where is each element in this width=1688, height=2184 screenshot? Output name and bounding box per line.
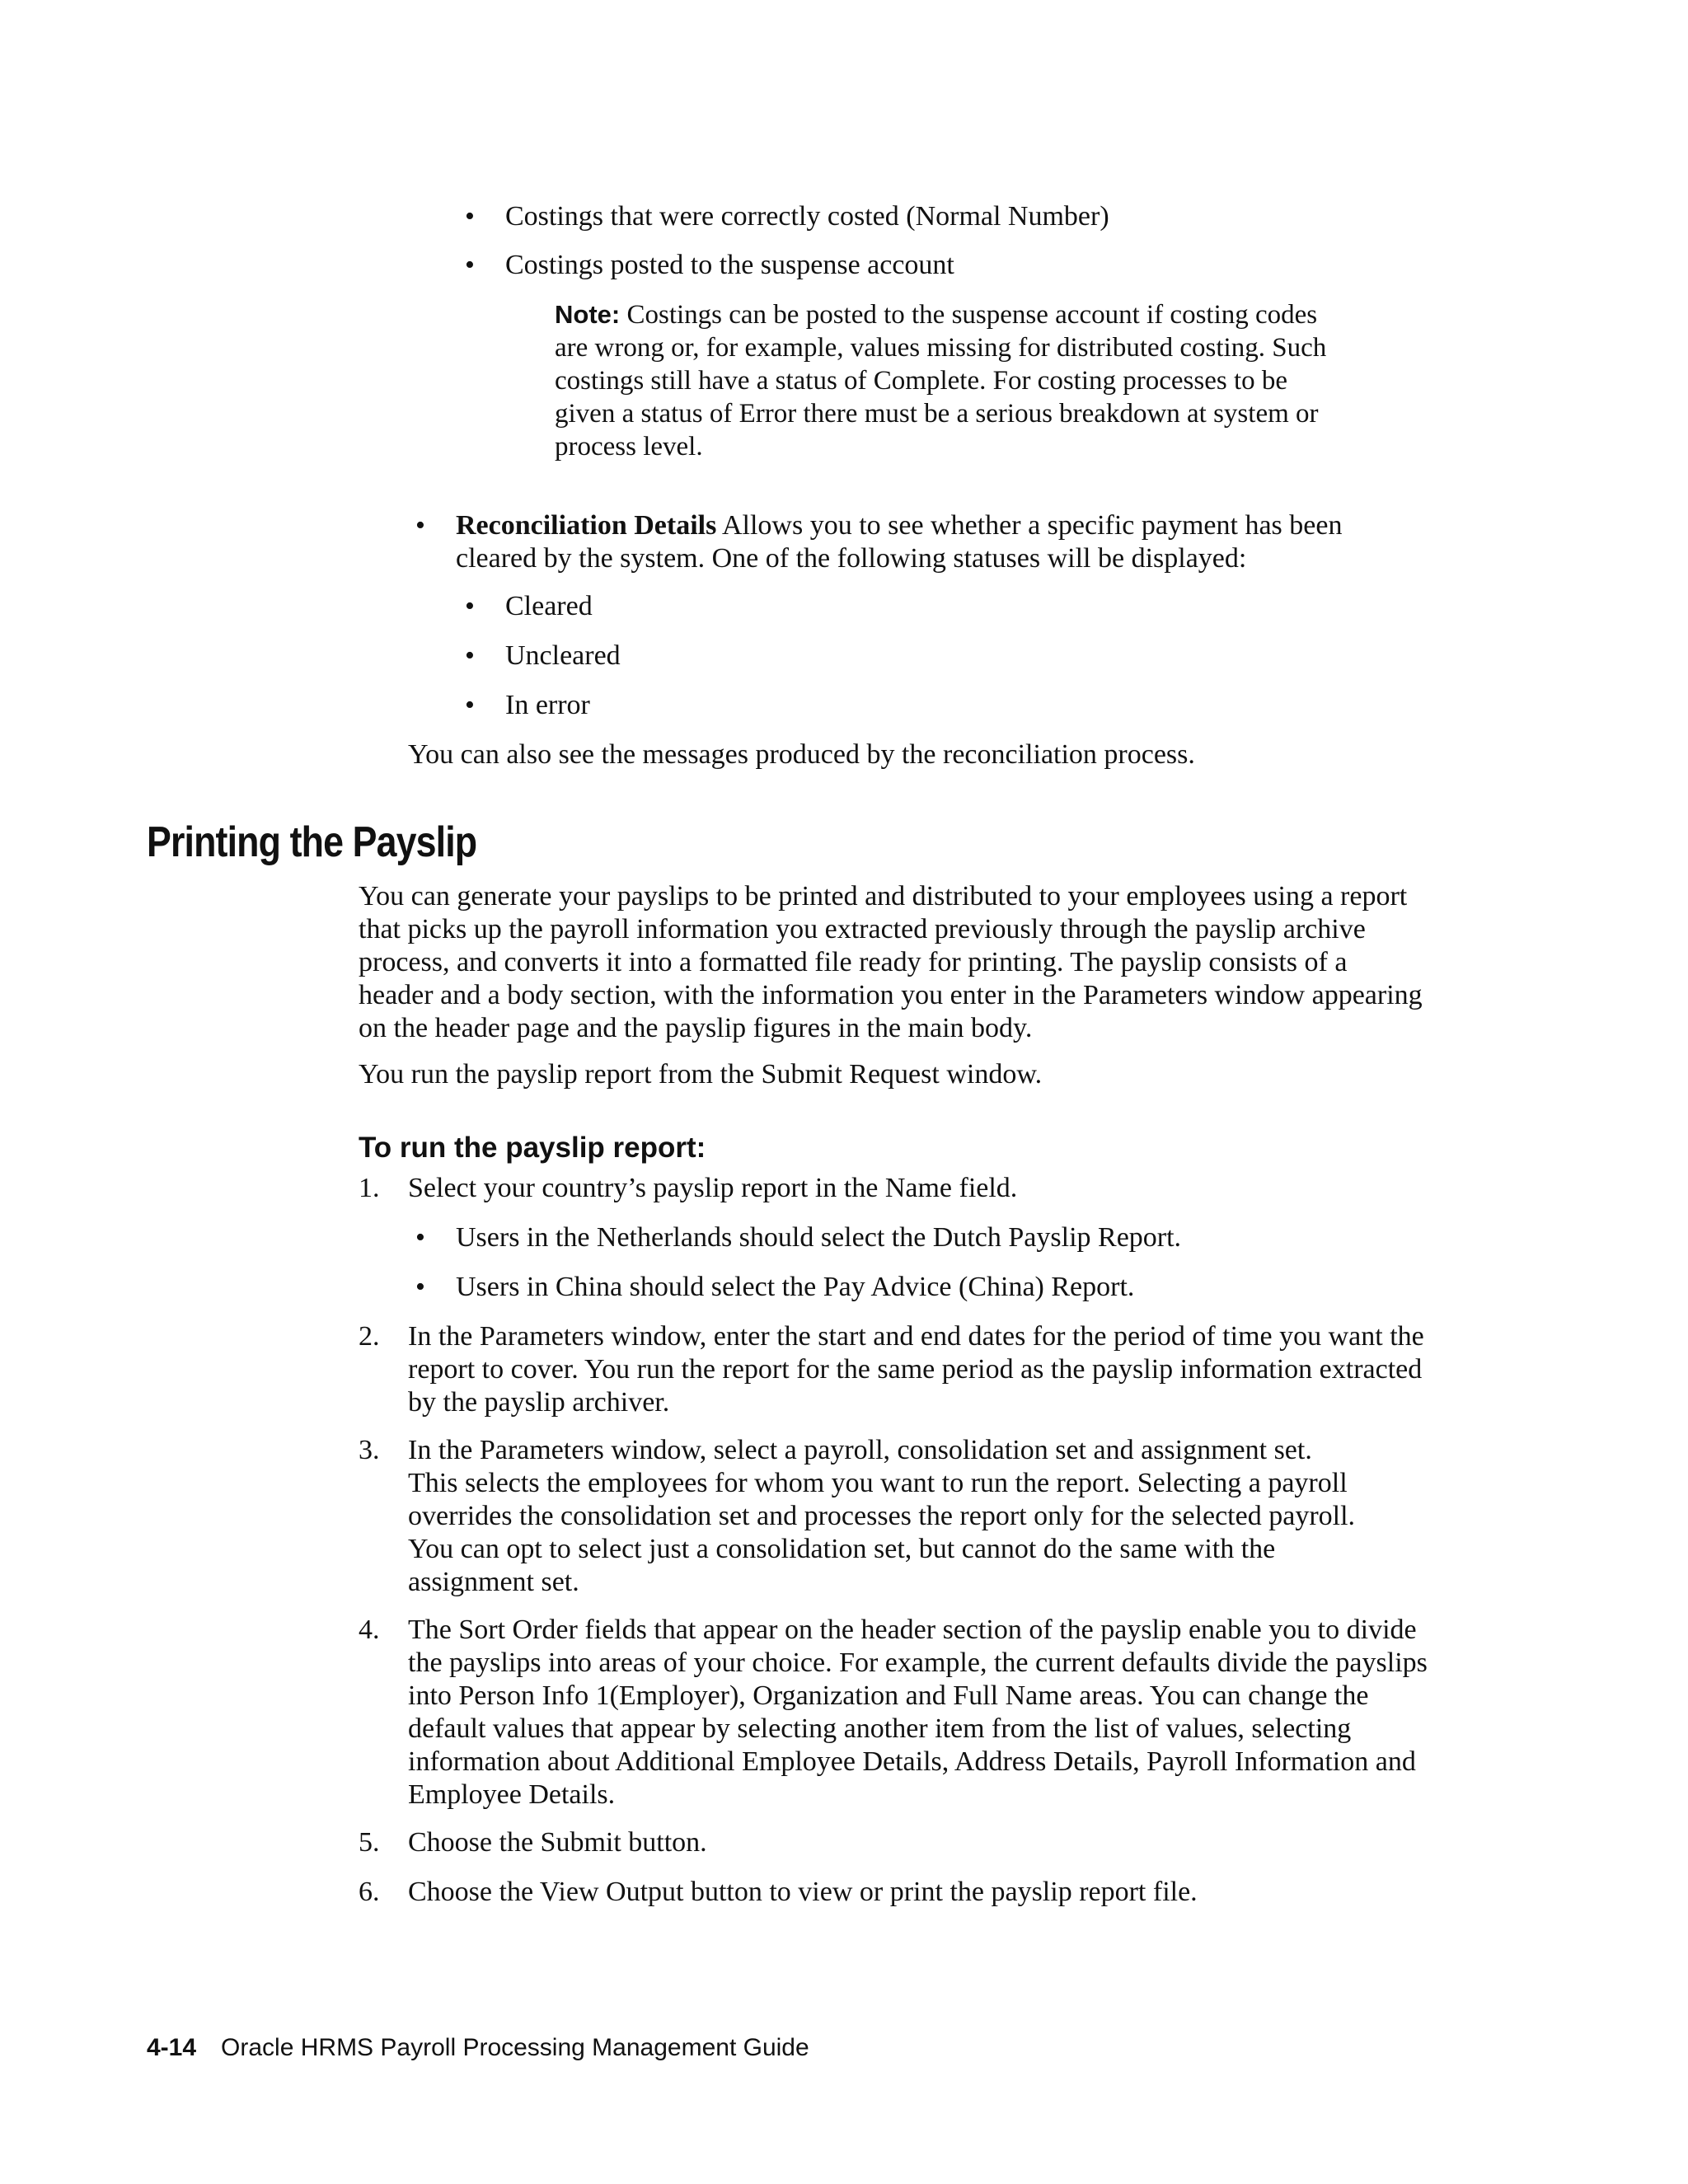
- bullet-dot: •: [465, 201, 475, 232]
- section-paragraph: You run the payslip report from the Submit Request window.: [359, 1059, 1043, 1090]
- bullet-dot: •: [465, 690, 475, 720]
- status-item: Cleared: [505, 591, 593, 621]
- note-label: Note:: [555, 300, 621, 329]
- status-item: In error: [505, 690, 590, 720]
- reconciliation-text: Allows you to see whether a specific payment has been cleared by the system. One of the following statuses will be displayed:: [456, 510, 1343, 574]
- reconciliation-item: [456, 509, 1428, 575]
- page-number: 4-14: [147, 2034, 197, 2061]
- step-bullet: Users in China should select the Pay Advice (China) Report.: [456, 1272, 1135, 1302]
- procedure-title: To run the payslip report:: [359, 1132, 706, 1164]
- bullet-dot: •: [415, 510, 425, 541]
- book-title: Oracle HRMS Payroll Processing Management Guide: [221, 2034, 809, 2061]
- page-footer: [147, 2034, 809, 2062]
- step-bullet: Users in the Netherlands should select the Dutch Payslip Report.: [456, 1222, 1182, 1253]
- step-text: Choose the View Output button to view or print the payslip report file.: [408, 1877, 1198, 1907]
- list-item: Costings that were correctly costed (Normal Number): [505, 201, 1109, 232]
- bullet-dot: •: [465, 250, 475, 280]
- status-item: Uncleared: [505, 640, 621, 671]
- step-text: In the Parameters window, select a payroll, consolidation set and assignment set. This selects the employees for whom you want to run the report. Selecting a payroll overrides the consolidation set and processes the report only for the selected payroll. You can opt to select just a consolidation set, but cannot do the same with the assignment set.: [408, 1435, 1356, 1597]
- section-title: Printing the Payslip: [147, 818, 477, 866]
- list-item: Costings posted to the suspense account: [505, 250, 954, 280]
- step-text: Select your country’s payslip report in the Name field.: [408, 1173, 1018, 1203]
- step-number: 6.: [359, 1877, 380, 1907]
- bullet-dot: •: [465, 591, 475, 621]
- step-number: 1.: [359, 1173, 380, 1203]
- step-number: 3.: [359, 1435, 380, 1465]
- step-text: The Sort Order fields that appear on the header section of the payslip enable you to divide the payslips into areas of your choice. For example, the current defaults divide the payslips into Person Info 1(Employer), Organization and Full Name areas. You can change the default values that appear by selecting another item from the list of values, selecting information about Additional Employee Details, Address Details, Payroll Information and Employee Details.: [408, 1615, 1428, 1810]
- note-block: [555, 298, 1334, 463]
- bullet-dot: •: [415, 1272, 425, 1302]
- bullet-dot: •: [415, 1222, 425, 1253]
- step-text: In the Parameters window, enter the start and end dates for the period of time you want the report to cover. You run the report for the same period as the payslip information extracted by the payslip archiver.: [408, 1321, 1424, 1418]
- reconciliation-closing: You can also see the messages produced by the reconciliation process.: [408, 739, 1195, 770]
- step-number: 4.: [359, 1615, 380, 1645]
- reconciliation-term: Reconciliation Details: [456, 510, 717, 541]
- step-number: 2.: [359, 1321, 380, 1352]
- step-text: Choose the Submit button.: [408, 1827, 707, 1858]
- bullet-dot: •: [465, 640, 475, 671]
- step-number: 5.: [359, 1827, 380, 1858]
- section-paragraph: You can generate your payslips to be printed and distributed to your employees using a report that picks up the payroll information you extracted previously through the payslip archive process, and converts it into a formatted file ready for printing. The payslip consists of a header and a body section, with the information you enter in the Parameters window appearing on the header page and the payslip figures in the main body.: [359, 881, 1423, 1043]
- note-text: Costings can be posted to the suspense account if costing codes are wrong or, for example, values missing for distributed costing. Such costings still have a status of Complete. For costing processes to be given a status of Error there must be a serious breakdown at system or process level.: [555, 300, 1327, 462]
